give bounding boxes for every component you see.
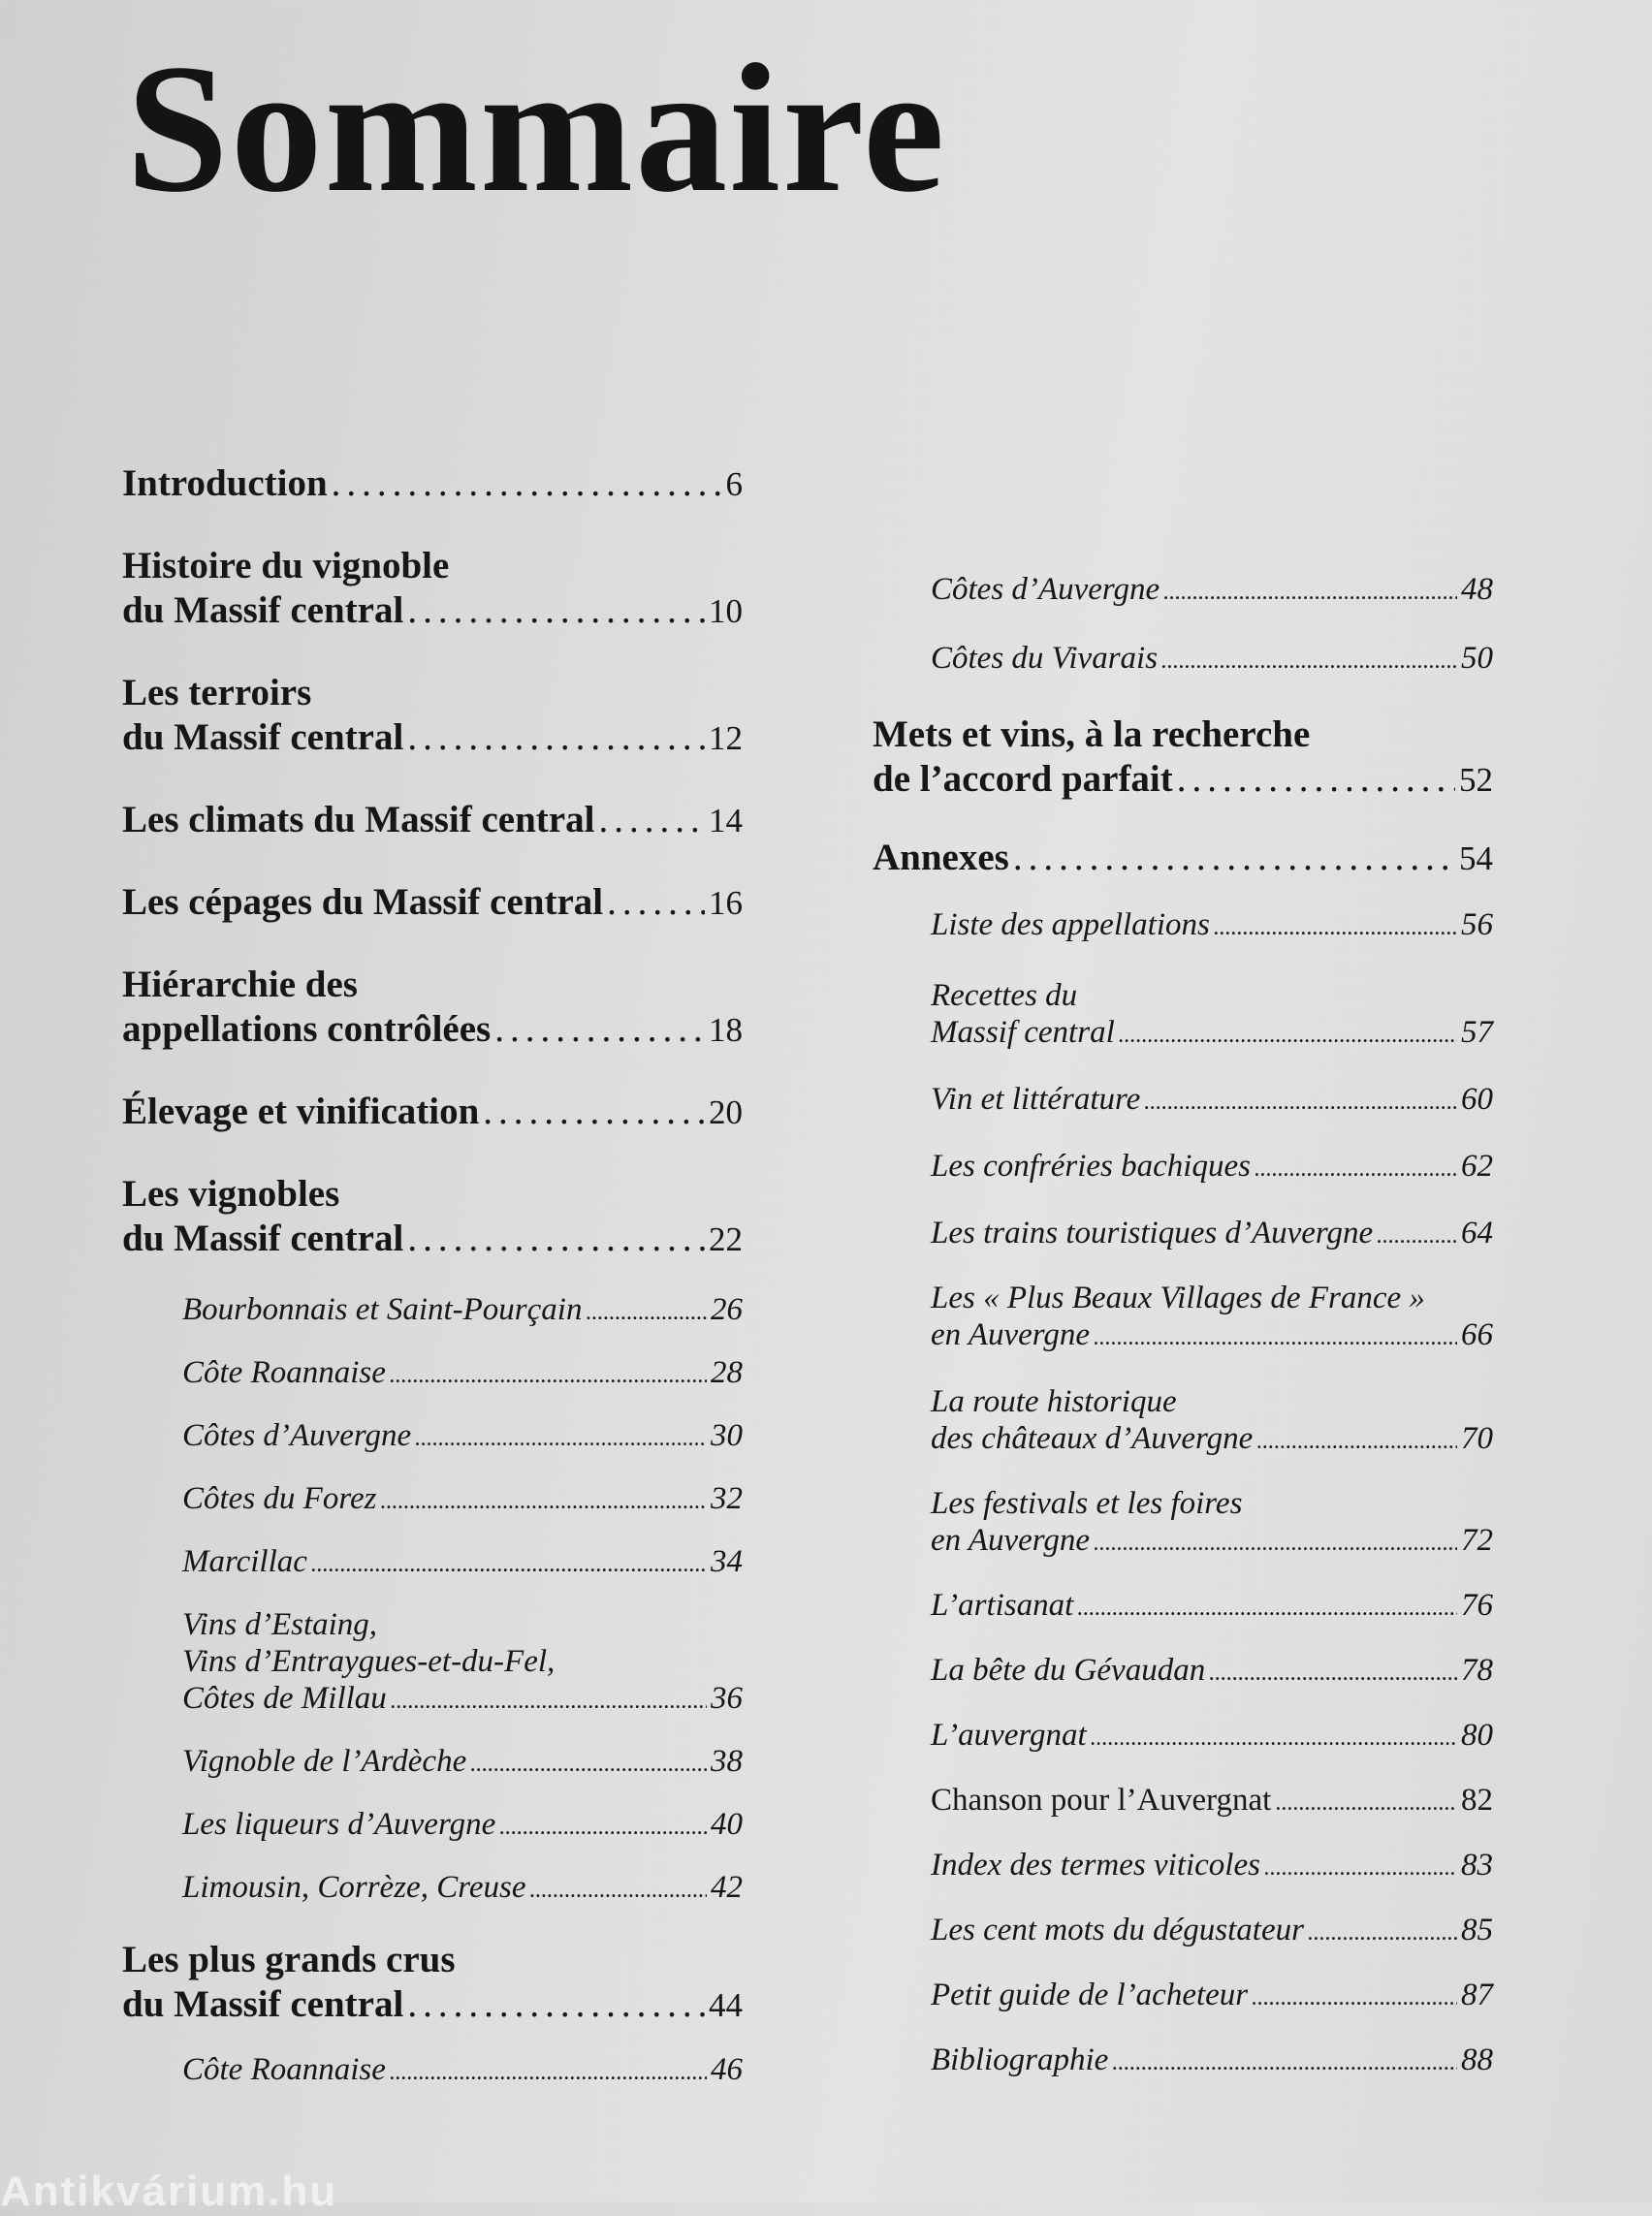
dot-leader [1214, 909, 1457, 946]
toc-entry [122, 1543, 743, 1583]
toc-page-number: 62 [1461, 1149, 1493, 1184]
dot-leader [1252, 1979, 1457, 2016]
toc-entry [122, 671, 743, 761]
toc-page-number: 82 [1461, 1783, 1493, 1818]
dot-leader [391, 1683, 707, 1720]
page-title: Sommaire [126, 27, 947, 231]
toc-page-number: 26 [711, 1292, 743, 1327]
toc-entry [122, 1480, 743, 1520]
dot-leader [483, 1090, 705, 1134]
toc-entry-title-line: Vins d’Estaing, [182, 1607, 378, 1642]
dot-leader [1161, 643, 1457, 680]
toc-entry-title-line: Petit guide de l’acheteur [931, 1978, 1249, 2012]
toc-entry-title-line: Côtes d’Auvergne [931, 572, 1160, 607]
dot-leader [332, 461, 722, 506]
toc-page-number: 87 [1461, 1978, 1493, 2012]
toc-entry [122, 880, 743, 926]
toc-entry [873, 836, 1493, 881]
toc-entry-title-line: Côte Roannaise [182, 1355, 386, 1390]
dot-leader [607, 880, 705, 925]
toc-entry-title-line: du Massif central [122, 716, 404, 758]
dot-leader [1377, 1218, 1457, 1254]
toc-page-number: 10 [709, 592, 743, 630]
toc-page-number: 12 [709, 719, 743, 757]
toc-entry-title-line: Vins d’Entraygues-et-du-Fel, [182, 1644, 556, 1679]
dot-leader [494, 1007, 705, 1052]
dot-leader [586, 1294, 707, 1331]
toc-page-number: 54 [1459, 839, 1493, 877]
toc-entry-title-line: L’auvergnat [931, 1718, 1087, 1753]
toc-entry-title-line: Côtes d’Auvergne [182, 1418, 412, 1453]
toc-entry [122, 1869, 743, 1909]
toc-entry [122, 1938, 743, 2028]
toc-page-number: 70 [1461, 1421, 1493, 1456]
toc-page-number: 85 [1461, 1913, 1493, 1947]
watermark: Antikvárium.hu [0, 2168, 338, 2215]
toc-page-number: 60 [1461, 1082, 1493, 1117]
toc-entry [873, 571, 1493, 611]
dot-leader [529, 1872, 707, 1909]
toc-page-number: 36 [711, 1681, 743, 1716]
toc-entry [873, 1383, 1493, 1460]
toc-entry [122, 544, 743, 634]
dot-leader [390, 2054, 707, 2091]
toc-column-right [873, 548, 1493, 2081]
dot-leader [1256, 1423, 1457, 1460]
toc-entry [122, 1806, 743, 1846]
toc-entry [873, 1148, 1493, 1187]
toc-entry [873, 640, 1493, 680]
dot-leader [407, 715, 705, 760]
toc-page-number: 57 [1461, 1015, 1493, 1050]
toc-entry-title-line: Les plus grands crus [122, 1939, 456, 1980]
dot-leader [598, 798, 705, 842]
dot-leader [1119, 1017, 1457, 1054]
toc-page-number: 28 [711, 1355, 743, 1390]
toc-page-number: 32 [711, 1481, 743, 1516]
dot-leader [311, 1546, 707, 1583]
dot-leader [1091, 1720, 1457, 1757]
toc-page-number: 14 [709, 802, 743, 839]
toc-page-number: 6 [725, 465, 743, 503]
dot-leader [1308, 1915, 1457, 1951]
dot-leader [407, 1217, 705, 1261]
toc-entry-title-line: Index des termes viticoles [931, 1848, 1260, 1883]
toc-entry-title-line: Massif central [931, 1015, 1115, 1050]
toc-entry-title-line: du Massif central [122, 1218, 404, 1259]
dot-leader [1112, 2044, 1457, 2081]
toc-page-number: 18 [709, 1011, 743, 1049]
toc-page-number: 52 [1459, 761, 1493, 799]
toc-page-number: 66 [1461, 1317, 1493, 1352]
toc-page-number: 44 [709, 1986, 743, 2024]
dot-leader [407, 1982, 705, 2027]
dot-leader [380, 1483, 707, 1520]
toc-page-number: 30 [711, 1418, 743, 1453]
toc-entry-title-line: Les vignobles [122, 1173, 340, 1215]
toc-entry [873, 1717, 1493, 1757]
dot-leader [407, 588, 705, 633]
toc-entry-title-line: Les confréries bachiques [931, 1149, 1251, 1184]
toc-entry [122, 1172, 743, 1262]
toc-entry [122, 1743, 743, 1783]
toc-entry-title-line: Bourbonnais et Saint-Pourçain [182, 1292, 583, 1327]
toc-entry-title-line: Introduction [122, 462, 328, 504]
dot-leader [1177, 757, 1455, 802]
dot-leader [1094, 1525, 1457, 1562]
toc-page-number: 78 [1461, 1653, 1493, 1688]
toc-entry [122, 1417, 743, 1457]
toc-entry-title-line: de l’accord parfait [873, 758, 1173, 800]
toc-page-number: 48 [1461, 572, 1493, 607]
dot-leader [470, 1746, 707, 1783]
toc-entry [873, 1782, 1493, 1821]
toc-entry-title-line: La bête du Gévaudan [931, 1653, 1206, 1688]
toc-entry-title-line: Liste des appellations [931, 907, 1210, 942]
toc-page-number: 42 [711, 1870, 743, 1905]
toc-entry [873, 977, 1493, 1054]
toc-entry [873, 1215, 1493, 1254]
toc-page-number: 50 [1461, 641, 1493, 676]
toc-entry-title-line: Les climats du Massif central [122, 799, 595, 840]
toc-entry-title-line: du Massif central [122, 589, 404, 631]
toc-page-number: 83 [1461, 1848, 1493, 1883]
toc-entry [122, 798, 743, 843]
toc-page-number: 76 [1461, 1588, 1493, 1623]
toc-entry-title-line: Les terroirs [122, 672, 312, 713]
toc-entry-title-line: Limousin, Corrèze, Creuse [182, 1870, 526, 1905]
dot-leader [1275, 1785, 1457, 1821]
toc-entry [122, 963, 743, 1053]
toc-page-number: 64 [1461, 1216, 1493, 1250]
toc-entry-title-line: La route historique [931, 1384, 1177, 1419]
toc-entry-title-line: Les cépages du Massif central [122, 881, 604, 923]
toc-entry-title-line: Les trains touristiques d’Auvergne [931, 1216, 1374, 1250]
toc-entry-title-line: L’artisanat [931, 1588, 1074, 1623]
dot-leader [390, 1357, 707, 1394]
toc-entry-title-line: Les festivals et les foires [931, 1486, 1243, 1521]
toc-entry [873, 1280, 1493, 1356]
toc-entry-title-line: Recettes du [931, 978, 1078, 1013]
dot-leader [1264, 1850, 1457, 1886]
toc-page-number: 56 [1461, 907, 1493, 942]
toc-entry-title-line: Vignoble de l’Ardèche [182, 1744, 467, 1779]
toc-entry [873, 1587, 1493, 1627]
toc-entry-title-line: Hiérarchie des [122, 964, 358, 1005]
toc-entry-title-line: des châteaux d’Auvergne [931, 1421, 1254, 1456]
dot-leader [1144, 1084, 1457, 1121]
toc-entry-title-line: Côtes du Vivarais [931, 641, 1159, 676]
toc-entry-title-line: Bibliographie [931, 2042, 1109, 2077]
toc-entry-title-line: Annexes [873, 837, 1009, 878]
toc-page-number: 40 [711, 1807, 743, 1842]
toc-entry-title-line: Chanson pour l’Auvergnat [931, 1783, 1272, 1818]
toc-page-number: 38 [711, 1744, 743, 1779]
dot-leader [499, 1809, 707, 1846]
toc-entry [122, 2051, 743, 2091]
toc-entry-title-line: Histoire du vignoble [122, 545, 450, 586]
toc-entry-title-line: Les liqueurs d’Auvergne [182, 1807, 496, 1842]
toc-page-number: 80 [1461, 1718, 1493, 1753]
dot-leader [1077, 1590, 1457, 1627]
toc-entry-title-line: appellations contrôlées [122, 1008, 492, 1050]
dot-leader [1094, 1319, 1457, 1356]
toc-entry-title-line: Mets et vins, à la recherche [873, 713, 1311, 755]
toc-entry-title-line: Côtes du Forez [182, 1481, 377, 1516]
toc-page-number: 34 [711, 1544, 743, 1579]
toc-entry-title-line: Les cent mots du dégustateur [931, 1913, 1304, 1947]
toc-column-left [122, 438, 743, 2091]
toc-entry [122, 1291, 743, 1331]
dot-leader [415, 1420, 707, 1457]
toc-entry [873, 1081, 1493, 1121]
dot-leader [1255, 1151, 1457, 1187]
toc-entry [873, 906, 1493, 946]
toc-entry [873, 2042, 1493, 2081]
toc-page-number: 20 [709, 1093, 743, 1131]
toc-entry-title-line: du Massif central [122, 1983, 404, 2025]
toc-page-number: 46 [711, 2052, 743, 2087]
toc-page-number: 16 [709, 884, 743, 922]
dot-leader [1163, 574, 1457, 611]
toc-entry [873, 1485, 1493, 1562]
toc-entry [873, 712, 1493, 803]
dot-leader [1209, 1655, 1457, 1692]
toc-entry [873, 1847, 1493, 1886]
toc-entry-title-line: Les « Plus Beaux Villages de France » [931, 1281, 1425, 1315]
toc-entry [873, 1977, 1493, 2016]
toc-entry [122, 461, 743, 507]
toc-entry [122, 1090, 743, 1135]
toc-entry-title-line: en Auvergne [931, 1523, 1091, 1558]
toc-entry-title-line: Vin et littérature [931, 1082, 1141, 1117]
dot-leader [1013, 836, 1455, 880]
toc-entry-title-line: Élevage et vinification [122, 1091, 480, 1132]
toc-entry [122, 1354, 743, 1394]
toc-page-number: 72 [1461, 1523, 1493, 1558]
toc-page-number: 22 [709, 1220, 743, 1258]
toc-entry [873, 1652, 1493, 1692]
toc-entry [122, 1606, 743, 1720]
toc-page-number: 88 [1461, 2042, 1493, 2077]
toc-entry [873, 1912, 1493, 1951]
toc-entry-title-line: en Auvergne [931, 1317, 1091, 1352]
toc-entry-title-line: Côtes de Millau [182, 1681, 387, 1716]
toc-entry-title-line: Côte Roannaise [182, 2052, 386, 2087]
toc-entry-title-line: Marcillac [182, 1544, 307, 1579]
